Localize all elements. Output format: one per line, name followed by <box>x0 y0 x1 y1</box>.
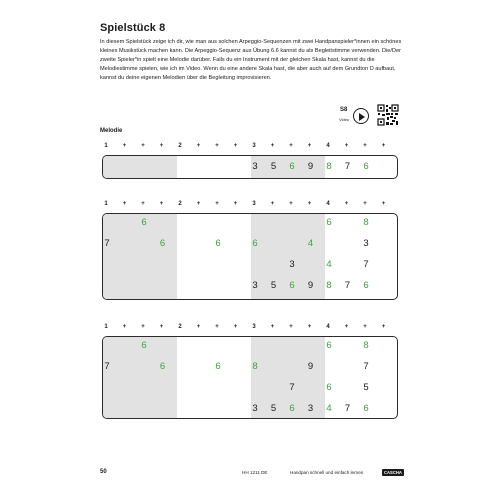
note-value: 3 <box>252 403 258 414</box>
count-label: + <box>381 143 386 149</box>
count-row <box>102 324 398 332</box>
footer-book-title: Handpan schnell und einfach lernen <box>290 470 364 475</box>
count-label: 4 <box>326 201 330 207</box>
count-label: + <box>344 143 349 149</box>
note-value: 4 <box>326 259 332 270</box>
note-value: 6 <box>159 238 166 249</box>
play-icon[interactable] <box>353 108 369 124</box>
note-value: 6 <box>141 340 147 351</box>
note-value: 6 <box>289 161 295 172</box>
count-label: + <box>215 143 219 149</box>
count-label: + <box>159 143 164 149</box>
count-label: + <box>344 324 349 330</box>
count-label: 4 <box>326 324 330 330</box>
note-value: 4 <box>326 403 332 414</box>
page-number: 50 <box>100 469 107 475</box>
note-value: 6 <box>289 280 295 291</box>
count-label: 2 <box>178 324 182 330</box>
count-label: 3 <box>252 143 256 149</box>
note-value: 8 <box>326 280 332 291</box>
note-grid <box>102 213 398 300</box>
page-footer <box>100 469 404 477</box>
count-label: + <box>122 143 127 149</box>
count-label: + <box>233 324 238 330</box>
qr-code-icon[interactable] <box>377 104 399 126</box>
note-value: 3 <box>252 280 258 291</box>
note-value: 4 <box>307 238 314 249</box>
count-label: + <box>270 201 275 207</box>
note-value: 3 <box>363 238 369 249</box>
count-label: + <box>307 324 312 330</box>
count-label: + <box>122 324 127 330</box>
note-value: 7 <box>104 238 110 249</box>
note-value: 6 <box>215 238 221 249</box>
note-value: 8 <box>363 340 369 351</box>
note-value: 5 <box>270 161 277 172</box>
note-value: 6 <box>363 161 369 172</box>
note-value: 6 <box>252 238 258 249</box>
beat-shade <box>103 156 177 178</box>
video-link[interactable] <box>339 106 373 126</box>
count-label: + <box>141 324 145 330</box>
note-value: 6 <box>159 361 166 372</box>
note-value: 8 <box>363 217 369 228</box>
note-grid <box>102 336 398 419</box>
footer-code: HH 1211 DE <box>242 470 268 475</box>
count-label: + <box>196 143 201 149</box>
count-label: 1 <box>104 143 108 149</box>
note-value: 7 <box>104 361 110 372</box>
publisher-logo: CASCHA <box>384 470 402 475</box>
note-value: 3 <box>307 403 314 414</box>
count-label: + <box>344 201 349 207</box>
note-value: 8 <box>326 161 332 172</box>
note-value: 6 <box>326 340 332 351</box>
section-label-melodie: Melodie <box>100 128 123 134</box>
count-label: 4 <box>326 143 330 149</box>
count-label: + <box>122 201 127 207</box>
note-value: 7 <box>363 361 369 372</box>
note-value: 6 <box>326 217 332 228</box>
note-value: 6 <box>363 280 369 291</box>
count-label: 3 <box>252 324 256 330</box>
note-value: 6 <box>326 382 332 393</box>
count-label: + <box>381 324 386 330</box>
note-value: 7 <box>344 280 351 291</box>
count-label: + <box>307 201 312 207</box>
count-label: + <box>196 201 201 207</box>
count-label: + <box>270 324 275 330</box>
count-label: + <box>196 324 201 330</box>
count-label: + <box>381 201 386 207</box>
count-label: + <box>363 201 367 207</box>
note-value: 9 <box>307 280 314 291</box>
note-value: 6 <box>215 361 221 372</box>
note-value: 6 <box>363 403 369 414</box>
video-label: Video <box>339 117 350 122</box>
page-title: Spielstück 8 <box>100 22 166 34</box>
count-row <box>102 201 398 209</box>
count-label: + <box>141 201 145 207</box>
count-label: 1 <box>104 201 108 207</box>
count-label: 1 <box>104 324 108 330</box>
note-value: 6 <box>289 403 295 414</box>
count-label: + <box>363 324 367 330</box>
count-label: + <box>233 201 238 207</box>
count-label: + <box>289 324 293 330</box>
intro-text: In diesem Spielstück zeige ich dir, wie man aus solchen Arpeggio-Sequenzen mit zwei Handpanspieler*innen ein schönes kleines Musikstück machen kann. Die Arpeggio-Sequenz aus Übung 6.6 kannst du als Begleitstimme verwenden. Die/Der zweite Spieler*in spielt eine Melodie darüber. Falls du ein Instrument mit der gleichen Skala hast, kannst du die Melodiestimme spielen, wie ich im Video. Wenn du eine andere Skala hast, die aber auch auf dem Grundton D aufbaut, kannst du deine eigenen Melodien über die Begleitung improvisieren. <box>100 39 402 81</box>
note-value: 9 <box>307 161 314 172</box>
note-value: 3 <box>289 259 295 270</box>
note-value: 5 <box>363 382 369 393</box>
count-label: + <box>289 143 293 149</box>
count-label: + <box>307 143 312 149</box>
note-grid <box>102 155 398 179</box>
count-label: 3 <box>252 201 256 207</box>
count-label: + <box>363 143 367 149</box>
count-label: 2 <box>178 143 182 149</box>
note-value: 7 <box>363 259 369 270</box>
note-value: 6 <box>141 217 147 228</box>
note-value: 7 <box>344 161 351 172</box>
count-label: + <box>159 324 164 330</box>
count-row <box>102 143 398 151</box>
note-value: 7 <box>344 403 351 414</box>
count-label: + <box>141 143 145 149</box>
count-label: + <box>159 201 164 207</box>
count-label: + <box>289 201 293 207</box>
note-value: 5 <box>270 403 277 414</box>
note-value: 9 <box>307 361 314 372</box>
note-value: 8 <box>252 361 258 372</box>
count-label: + <box>233 143 238 149</box>
count-label: 2 <box>178 201 182 207</box>
note-value: 7 <box>289 382 295 393</box>
count-label: + <box>215 201 219 207</box>
count-label: + <box>215 324 219 330</box>
note-value: 5 <box>270 280 277 291</box>
video-code: S8 <box>340 107 348 113</box>
count-label: + <box>270 143 275 149</box>
note-value: 3 <box>252 161 258 172</box>
